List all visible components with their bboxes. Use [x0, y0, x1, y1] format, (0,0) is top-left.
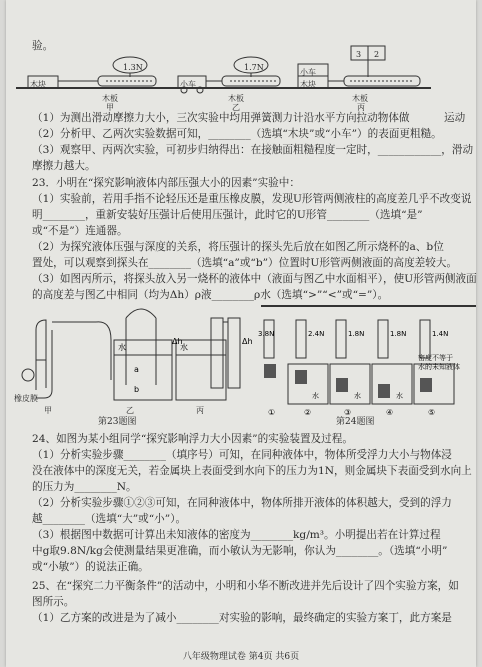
fig23-jia-manometer: [22, 320, 111, 398]
spring-reading-yi: 1.7N: [244, 63, 264, 72]
panel-label-yi: 乙: [232, 103, 240, 112]
board-label-jia: 木板: [102, 94, 118, 103]
panel-label-bing: 丙: [357, 103, 365, 112]
block-label-bing: 木块: [300, 80, 316, 89]
scale-digit-2: 2: [374, 50, 380, 59]
fig24-reading-5: 1.4N: [432, 330, 449, 338]
fig24-reading-3: 1.8N: [348, 330, 365, 338]
fig24-reading-2: 2.4N: [308, 330, 325, 338]
fig23-label-jia: 甲: [44, 406, 52, 415]
q23-line-5: 置处，可以观察到探头在________（选填“a”或“b”）位置时U形管两侧液面的高度差较大。: [32, 257, 458, 269]
spring-reading-jia: 1.3N: [123, 63, 143, 72]
fig24-setup: [258, 306, 476, 417]
q22-line-3: （3）观察甲、丙两次实验，可初步归纳得出：在接触面粗糙程度一定时，____________，滑动: [32, 144, 474, 156]
fig23-label-yi: 乙: [126, 406, 134, 415]
fig24-step-2: ②: [304, 408, 312, 417]
q23-line-7: 的高度差与图乙中相同（均为Δh）ρ液________ρ水（选填“>”“<”或“=”）。: [32, 289, 389, 301]
fig23-membrane-label: 橡皮膜: [14, 394, 38, 403]
q22-line-2: （2）分析甲、乙两次实验数据可知，________（选填“木块”或“小车”）的表面更粗糙。: [32, 128, 442, 140]
fig24-step-5: ⑤: [428, 408, 436, 417]
q23-line-6: （3）如图丙所示，将探头放入另一烧杯的液体中（液面与图乙中水面相平），使U形管两侧液面: [32, 273, 477, 285]
q23-line-3: 或“不是”）连通器。: [32, 225, 128, 237]
panel-label-jia: 甲: [106, 103, 114, 112]
page-footer: 八年级物理试卷 第4页 共6页: [182, 652, 300, 662]
fig24-water-3: 水: [396, 392, 403, 400]
fig24-caption: 第24题图: [336, 417, 375, 427]
fig23-point-b: b: [134, 385, 140, 394]
fig24-step-1: ①: [268, 408, 276, 417]
fig23-delta-h-1: Δh: [242, 337, 253, 346]
fig23-water-label-1: 水: [118, 343, 126, 352]
q24-line-8: 或“小敏”）的说法正确。: [32, 561, 149, 573]
block-label-jia: 木块: [30, 80, 46, 89]
q25-line-1: 图所示。: [32, 596, 75, 608]
q23-line-1: （1）实验前，若用手指不论轻压还是重压橡皮膜，发现U形管两侧液柱的高度差几乎不改变说: [32, 193, 472, 205]
exam-page: [6, 0, 476, 667]
q22-line-4: 摩擦力越大。: [32, 160, 96, 172]
fig23-bing-beaker: [172, 318, 253, 400]
fig24-water-1: 水: [312, 392, 319, 400]
q24-line-5: 越________（选填“大”或“小”）。: [32, 513, 187, 525]
q24-title: 24、如图为某小组同学“探究影响浮力大小因素”的实验装置及过程。: [32, 433, 353, 445]
fig23-label-bing: 丙: [196, 406, 204, 415]
fig23-water-label-2: 水: [180, 343, 188, 352]
q24-line-6: （3）根据图中数据可计算出未知液体的密度为________kg/m³。小明提出若在计算过程: [32, 529, 441, 541]
fig23-delta-h-2: Δh: [172, 337, 183, 346]
q24-line-3: 的压力为________N。: [32, 481, 137, 493]
top-fragment: 验。: [32, 40, 54, 52]
board-label-yi: 木板: [228, 94, 244, 103]
q24-line-4: （2）分析实验步骤①②③可知，在同种液体中，物体所排开液体的体积越大，受到的浮力: [32, 497, 452, 509]
board-label-bing: 木板: [352, 94, 368, 103]
scale-digit-3: 3: [356, 50, 362, 59]
fig24-water-2: 水: [354, 392, 361, 400]
q22-line-1: （1）为测出滑动摩擦力大小，三次实验中均用弹簧测力计沿水平方向拉动物体做: [32, 112, 410, 124]
q25-line-2: （1）乙方案的改进是为了减小________对实验的影响，最终确定的实验方案丁，此方案是: [32, 612, 452, 624]
cart-label-yi: 小车: [180, 80, 196, 89]
fig23-caption: 第23题图: [98, 417, 137, 427]
figure-23-24-pressure-buoyancy: [6, 0, 476, 430]
q24-line-1: （1）分析实验步骤________（填序号）可知，在同种液体中，物体所受浮力大小与物体浸: [32, 449, 452, 461]
q25-title: 25、在“探究二力平衡条件”的活动中，小明和小华不断改进并先后设计了四个实验方案，如: [32, 580, 459, 592]
fig24-step-4: ④: [386, 408, 394, 417]
q23-line-2: 明________，重新安装好压强计后使用压强计，此时它的U形管________（选填“是”: [32, 209, 423, 221]
fig24-note-line-1: 密度不等于: [418, 354, 453, 362]
q24-line-2: 没在液体中的深度无关，若金属块上表面受到水向下的压力为1N，则金属块下表面受到水向上: [32, 465, 472, 477]
fig24-reading-4: 1.8N: [390, 330, 407, 338]
q23-line-4: （2）为探究液体压强与深度的关系，将压强计的探头先后放在如图乙所示烧杯的a、b位: [32, 241, 444, 253]
fig24-note-line-2: 水的未知液体: [418, 363, 460, 371]
cart-label-bing: 小车: [300, 68, 316, 77]
fig24-reading-1: 3.8N: [258, 330, 275, 338]
q22-line-1-end: 运动: [444, 112, 466, 124]
fig23-yi-beaker: [114, 309, 172, 400]
q24-line-7: 中g取9.8N/kg会使测量结果更准确，而小敏认为无影响，你认为________。（选填“小明”: [32, 545, 448, 557]
q23-title: 23．小明在“探究影响液体内部压强大小的因素”实验中：: [32, 177, 300, 189]
fig24-step-3: ③: [344, 408, 352, 417]
fig23-point-a: a: [134, 365, 139, 374]
